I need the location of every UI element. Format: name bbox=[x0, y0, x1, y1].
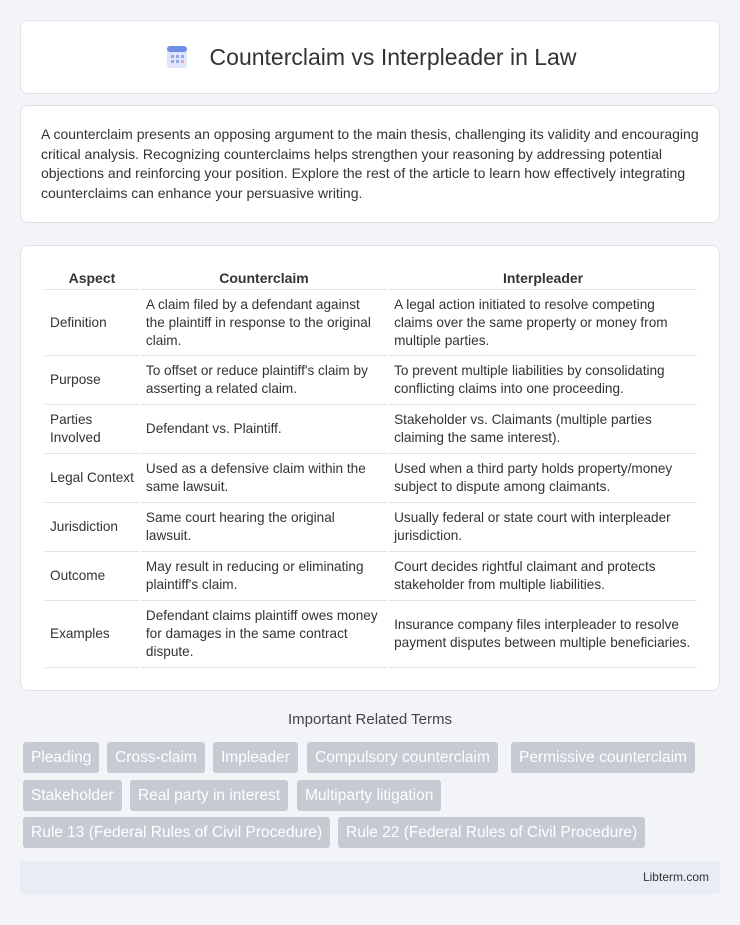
footer bbox=[20, 861, 720, 894]
row-aspect: Jurisdiction bbox=[45, 503, 139, 552]
row-interpleader: Usually federal or state court with interpleader jurisdiction. bbox=[389, 503, 697, 552]
intro-card bbox=[20, 105, 720, 223]
row-counterclaim: To offset or reduce plaintiff's claim by asserting a related claim. bbox=[141, 356, 387, 405]
row-interpleader: A legal action initiated to resolve competing claims over the same property or money from multiple parties. bbox=[389, 290, 697, 356]
page-title: Counterclaim vs Interpleader in Law bbox=[209, 43, 577, 70]
row-aspect: Definition bbox=[45, 290, 139, 356]
comparison-card bbox=[20, 245, 720, 691]
tag-cross-claim[interactable]: Cross-claim bbox=[107, 742, 205, 773]
row-aspect: Purpose bbox=[45, 356, 139, 405]
tag-rule-13[interactable]: Rule 13 (Federal Rules of Civil Procedure) bbox=[23, 817, 330, 848]
row-aspect: Outcome bbox=[45, 552, 139, 601]
table-row bbox=[45, 405, 697, 454]
tag-impleader[interactable]: Impleader bbox=[213, 742, 298, 773]
intro-text: A counterclaim presents an opposing argument to the main thesis, challenging its validity and encouraging critical analysis. Recognizing counterclaims helps strengthen your reasoning by addressing potential objections and reinforcing your position. Explore the rest of the article to learn how effectively integrating counterclaims can enhance your persuasive writing. bbox=[41, 126, 699, 201]
row-aspect: Parties Involved bbox=[45, 405, 139, 454]
tag-rule-22[interactable]: Rule 22 (Federal Rules of Civil Procedure) bbox=[338, 817, 645, 848]
row-counterclaim: Used as a defensive claim within the same lawsuit. bbox=[141, 454, 387, 503]
tag-stakeholder[interactable]: Stakeholder bbox=[23, 780, 122, 811]
table-row bbox=[45, 503, 697, 552]
tag-compulsory-counterclaim[interactable]: Compulsory counterclaim bbox=[307, 742, 498, 773]
row-interpleader: Used when a third party holds property/money subject to dispute among claimants. bbox=[389, 454, 697, 503]
related-terms-title: Important Related Terms bbox=[288, 711, 452, 728]
comparison-table bbox=[43, 266, 699, 668]
header-counterclaim: Counterclaim bbox=[141, 266, 387, 290]
row-counterclaim: A claim filed by a defendant against the plaintiff in response to the original claim. bbox=[141, 290, 387, 356]
row-aspect: Examples bbox=[45, 601, 139, 668]
tag-real-party-in-interest[interactable]: Real party in interest bbox=[130, 780, 288, 811]
row-interpleader: To prevent multiple liabilities by consolidating conflicting claims into one proceeding. bbox=[389, 356, 697, 405]
table-row bbox=[45, 601, 697, 668]
row-counterclaim: Same court hearing the original lawsuit. bbox=[141, 503, 387, 552]
table-row bbox=[45, 356, 697, 405]
row-counterclaim: Defendant vs. Plaintiff. bbox=[141, 405, 387, 454]
tag-multiparty-litigation[interactable]: Multiparty litigation bbox=[297, 780, 441, 811]
tag-pleading[interactable]: Pleading bbox=[23, 742, 99, 773]
table-row bbox=[45, 290, 697, 356]
header-aspect: Aspect bbox=[45, 266, 139, 290]
row-interpleader: Court decides rightful claimant and protects stakeholder from multiple liabilities. bbox=[389, 552, 697, 601]
table-row bbox=[45, 454, 697, 503]
tag-permissive-counterclaim[interactable]: Permissive counterclaim bbox=[511, 742, 695, 773]
row-interpleader: Stakeholder vs. Claimants (multiple parties claiming the same interest). bbox=[389, 405, 697, 454]
footer-site-link[interactable]: Libterm.com bbox=[642, 870, 709, 884]
row-interpleader: Insurance company files interpleader to resolve payment disputes between multiple beneficiaries. bbox=[389, 601, 697, 668]
table-row bbox=[45, 552, 697, 601]
row-aspect: Legal Context bbox=[45, 454, 139, 503]
table-header-row bbox=[45, 266, 697, 290]
row-counterclaim: May result in reducing or eliminating plaintiff's claim. bbox=[141, 552, 387, 601]
document-icon bbox=[164, 44, 190, 70]
row-counterclaim: Defendant claims plaintiff owes money for damages in the same contract dispute. bbox=[141, 601, 387, 668]
header-interpleader: Interpleader bbox=[389, 266, 697, 290]
title-card bbox=[20, 20, 720, 94]
